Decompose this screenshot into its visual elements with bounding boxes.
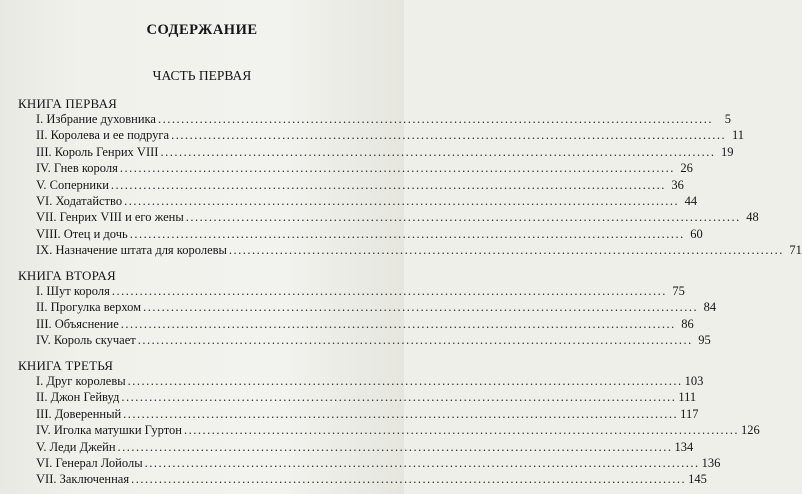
toc-leader-dots: ........................................................................................................................ bbox=[120, 316, 676, 331]
toc-leader-dots: ........................................................................................................................ bbox=[111, 284, 667, 298]
toc-entry bbox=[36, 177, 684, 193]
toc-entry bbox=[36, 127, 745, 143]
toc-leader-dots: ........................................................................................................................ bbox=[171, 128, 727, 143]
toc-leader-dots: ........................................................................................................................ bbox=[185, 210, 741, 225]
toc-entry bbox=[36, 439, 694, 455]
toc-entry-title: VIII. Отец и дочь bbox=[36, 226, 128, 241]
toc-leader-dots: ........................................................................................................................ bbox=[160, 144, 716, 159]
toc-entry-page: 145 bbox=[688, 472, 707, 487]
toc-entry-page: 134 bbox=[674, 439, 694, 454]
toc-leader-dots: ........................................................................................................................ bbox=[143, 300, 699, 315]
toc-entry-title: II. Джон Гейвуд bbox=[36, 390, 120, 405]
toc-list-book-2 bbox=[36, 283, 717, 349]
toc-entry-title: III. Король Генрих VIII bbox=[36, 144, 159, 159]
toc-entry bbox=[36, 455, 721, 471]
toc-entry-title: III. Объяснение bbox=[36, 316, 119, 331]
toc-entry-page: 95 bbox=[698, 333, 711, 348]
part-heading: ЧАСТЬ ПЕРВАЯ bbox=[152, 68, 252, 83]
toc-entry-page: 71 bbox=[789, 243, 802, 258]
toc-entry-title: IV. Король скучает bbox=[36, 333, 136, 348]
toc-entry-page: 117 bbox=[680, 406, 699, 421]
toc-entry bbox=[36, 242, 802, 258]
toc-entry-title: I. Шут короля bbox=[36, 284, 110, 298]
book-heading-3: КНИГА ТРЕТЬЯ bbox=[18, 358, 114, 373]
toc-entry-page: 136 bbox=[701, 455, 721, 470]
toc-entry bbox=[36, 160, 693, 176]
toc-entry-title: II. Прогулка верхом bbox=[36, 300, 142, 315]
toc-entry-page: 75 bbox=[672, 284, 685, 298]
toc-entry-title: IV. Иголка матушки Гуртон bbox=[36, 423, 182, 438]
toc-entry-page: 19 bbox=[720, 144, 734, 159]
toc-entry-page: 111 bbox=[678, 390, 697, 405]
bleed-through-text-top bbox=[230, 0, 404, 120]
toc-leader-dots: ........................................................................................................................ bbox=[127, 374, 683, 388]
toc-entry bbox=[36, 111, 731, 127]
page-title: СОДЕРЖАНИЕ bbox=[146, 22, 258, 38]
toc-entry-page: 126 bbox=[740, 423, 760, 438]
toc-entry-title: I. Избрание духовника bbox=[36, 112, 156, 126]
toc-leader-dots: ........................................................................................................................ bbox=[131, 472, 687, 487]
toc-leader-dots: ........................................................................................................................ bbox=[123, 406, 679, 421]
toc-entry bbox=[36, 299, 717, 315]
toc-leader-dots: ........................................................................................................................ bbox=[144, 455, 700, 470]
toc-entry-page: 44 bbox=[684, 193, 698, 208]
toc-entry bbox=[36, 209, 759, 225]
toc-entry bbox=[36, 316, 694, 332]
toc-entry bbox=[36, 471, 707, 487]
toc-list-book-3 bbox=[36, 373, 760, 488]
toc-entry bbox=[36, 332, 711, 348]
toc-list-book-1 bbox=[36, 111, 802, 259]
toc-entry bbox=[36, 373, 704, 389]
toc-entry bbox=[36, 422, 760, 438]
toc-entry-page: 103 bbox=[684, 374, 704, 388]
toc-entry bbox=[36, 144, 734, 160]
toc-entry-page: 5 bbox=[724, 112, 731, 126]
toc-entry-page: 11 bbox=[732, 128, 745, 143]
toc-leader-dots: ........................................................................................................................ bbox=[228, 243, 784, 258]
toc-entry-title: V. Соперники bbox=[36, 177, 109, 192]
toc-entry-title: II. Королева и ее подруга bbox=[36, 128, 170, 143]
toc-leader-dots: ........................................................................................................................ bbox=[119, 161, 675, 176]
toc-leader-dots: ........................................................................................................................ bbox=[137, 333, 693, 348]
toc-entry-title: VI. Ходатайство bbox=[36, 193, 123, 208]
toc-entry-title: IV. Гнев короля bbox=[36, 161, 118, 176]
toc-entry bbox=[36, 406, 699, 422]
toc-entry-page: 86 bbox=[681, 316, 694, 331]
toc-entry-title: III. Доверенный bbox=[36, 406, 122, 421]
toc-leader-dots: ........................................................................................................................ bbox=[124, 193, 680, 208]
toc-entry-page: 36 bbox=[671, 177, 684, 192]
toc-entry-page: 84 bbox=[703, 300, 717, 315]
book-heading-2: КНИГА ВТОРАЯ bbox=[18, 268, 116, 283]
toc-entry bbox=[36, 389, 697, 405]
toc-leader-dots: ........................................................................................................................ bbox=[129, 226, 685, 241]
toc-entry bbox=[36, 283, 685, 299]
toc-leader-dots: ........................................................................................................................ bbox=[121, 390, 677, 405]
toc-entry-title: VI. Генерал Лойолы bbox=[36, 455, 143, 470]
toc-leader-dots: ........................................................................................................................ bbox=[183, 423, 739, 438]
toc-entry bbox=[36, 226, 703, 242]
toc-entry bbox=[36, 193, 698, 209]
toc-entry-title: VII. Генрих VIII и его жены bbox=[36, 210, 184, 225]
toc-entry-title: V. Леди Джейн bbox=[36, 439, 116, 454]
toc-entry-title: IX. Назначение штата для королевы bbox=[36, 243, 227, 258]
book-heading-1: КНИГА ПЕРВАЯ bbox=[18, 96, 118, 111]
toc-leader-dots: ........................................................................................................................ bbox=[157, 112, 713, 126]
toc-leader-dots: ........................................................................................................................ bbox=[117, 439, 673, 454]
toc-entry-page: 60 bbox=[690, 226, 703, 241]
toc-entry-title: VII. Заключенная bbox=[36, 472, 130, 487]
toc-entry-page: 48 bbox=[746, 210, 759, 225]
toc-leader-dots: ........................................................................................................................ bbox=[110, 177, 666, 192]
toc-entry-page: 26 bbox=[680, 161, 693, 176]
toc-entry-title: I. Друг королевы bbox=[36, 374, 126, 388]
